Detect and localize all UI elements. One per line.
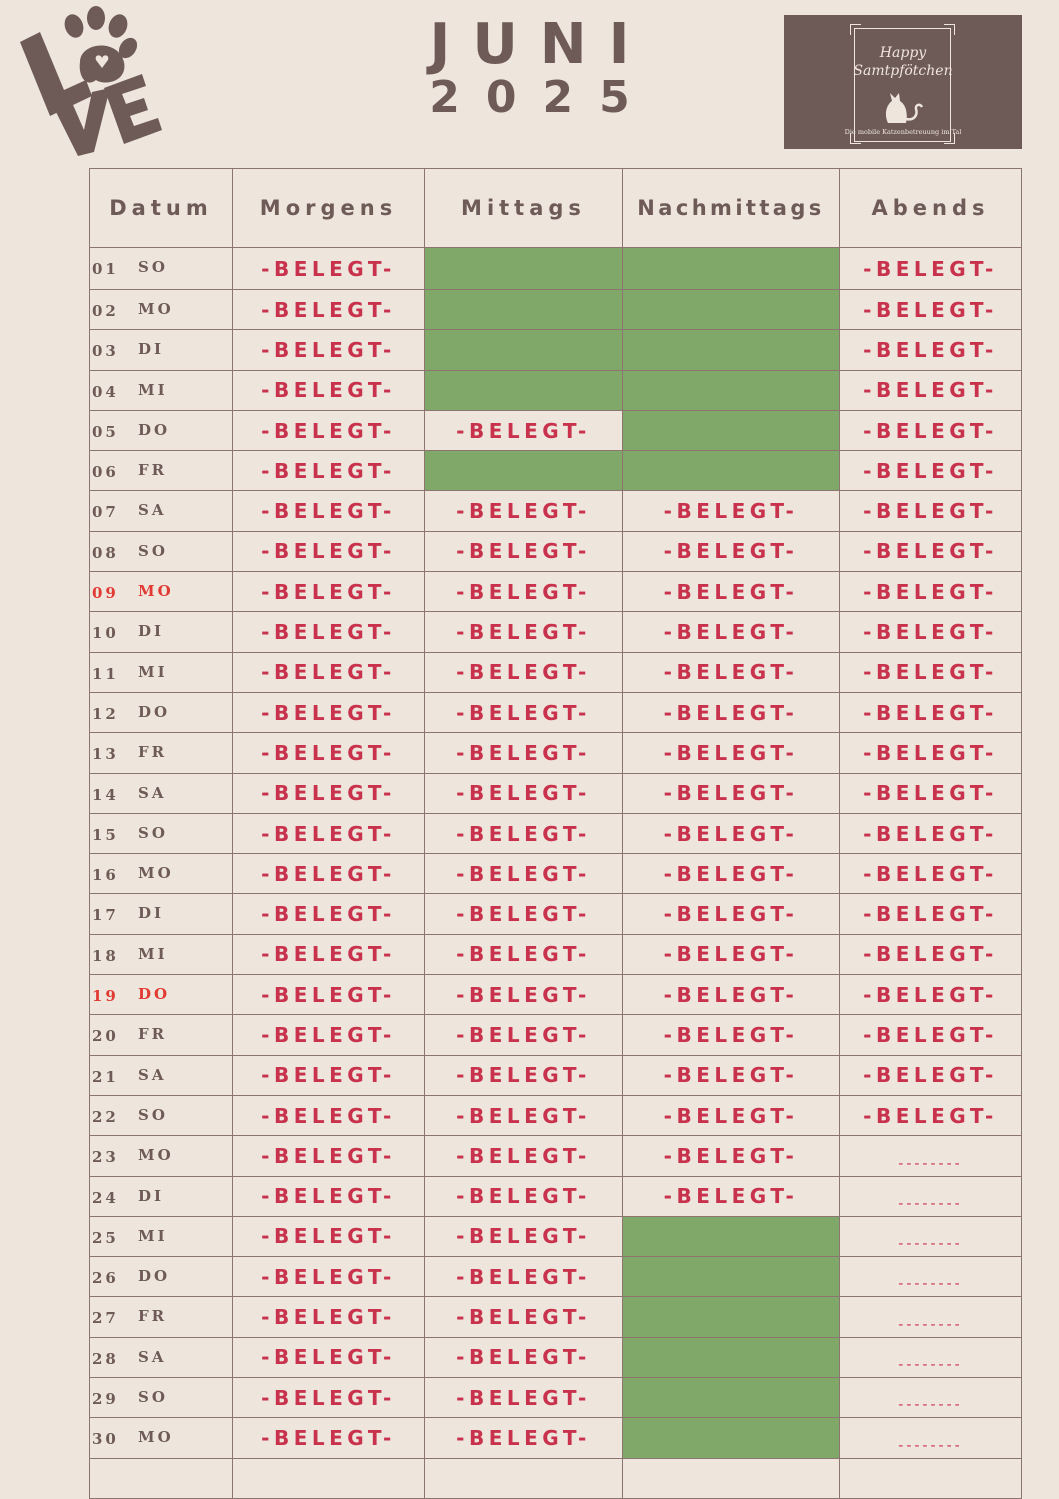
date-cell [90, 1176, 233, 1216]
slot-booked-nachmittags: -BELEGT- [623, 531, 840, 571]
slot-booked-nachmittags: -BELEGT- [623, 1176, 840, 1216]
slot-booked-mittags: -BELEGT- [425, 692, 623, 732]
weekday: MO [138, 1146, 174, 1165]
slot-booked-abends: -BELEGT- [840, 248, 1022, 290]
weekday: DO [138, 420, 171, 439]
weekday: DI [138, 622, 165, 641]
slot-booked-morgens: -BELEGT- [233, 491, 425, 531]
date-number: 07 [92, 503, 119, 522]
slot-booked-nachmittags: -BELEGT- [623, 612, 840, 652]
slot-free-mittags [425, 290, 623, 330]
column-header-mittags: Mittags [425, 169, 623, 248]
date-number: 02 [92, 302, 119, 320]
table-row [90, 491, 1022, 531]
weekday: DI [138, 1186, 165, 1205]
date-number: 03 [92, 342, 119, 361]
weekday: SO [138, 1388, 168, 1407]
date-number: 21 [92, 1067, 119, 1086]
booking-calendar-table [89, 168, 1022, 1499]
table-row [90, 531, 1022, 571]
slot-booked-abends: -BELEGT- [840, 531, 1022, 571]
logo-title-line1: Happy [879, 45, 927, 61]
slot-booked-morgens: -BELEGT- [233, 290, 425, 330]
slot-booked-nachmittags: -BELEGT- [623, 1055, 840, 1095]
date-number: 13 [92, 745, 119, 764]
slot-free-mittags [425, 330, 623, 370]
weekday: DI [138, 340, 165, 359]
table-row [90, 572, 1022, 612]
date-number: 09 [92, 584, 119, 603]
slot-booked-mittags: -BELEGT- [425, 733, 623, 773]
slot-booked-abends: -BELEGT- [840, 290, 1022, 330]
slot-open-abends: -------- [840, 1337, 1022, 1377]
happy-samtpfoetchen-logo [784, 15, 1022, 149]
slot-free-nachmittags [623, 1257, 840, 1297]
date-number: 16 [92, 866, 119, 885]
date-number: 26 [92, 1269, 119, 1288]
weekday: SO [138, 1105, 168, 1124]
date-number: 25 [92, 1228, 119, 1247]
weekday: MO [138, 1428, 174, 1447]
date-cell [90, 1015, 233, 1055]
date-number: 15 [92, 825, 119, 844]
table-row [90, 1216, 1022, 1256]
date-cell [90, 854, 233, 894]
slot-booked-morgens: -BELEGT- [233, 773, 425, 813]
slot-booked-morgens: -BELEGT- [233, 1297, 425, 1337]
slot-open-abends: -------- [840, 1216, 1022, 1256]
slot-booked-nachmittags: -BELEGT- [623, 813, 840, 853]
slot-booked-nachmittags: -BELEGT- [623, 491, 840, 531]
slot-booked-mittags: -BELEGT- [425, 773, 623, 813]
slot-booked-abends: -BELEGT- [840, 894, 1022, 934]
slot-free-nachmittags [623, 370, 840, 410]
slot-booked-mittags: -BELEGT- [425, 894, 623, 934]
empty-cell [233, 1458, 425, 1498]
date-cell [90, 248, 233, 290]
weekday: SA [138, 783, 167, 802]
table-row [90, 248, 1022, 290]
slot-booked-morgens: -BELEGT- [233, 1176, 425, 1216]
slot-booked-morgens: -BELEGT- [233, 1015, 425, 1055]
slot-free-nachmittags [623, 1216, 840, 1256]
slot-free-nachmittags [623, 1337, 840, 1377]
date-number: 10 [92, 624, 119, 643]
date-number: 19 [92, 987, 119, 1006]
date-number: 28 [92, 1349, 119, 1368]
slot-booked-morgens: -BELEGT- [233, 330, 425, 370]
date-cell [90, 813, 233, 853]
weekday: MO [138, 582, 174, 601]
weekday: DI [138, 904, 165, 923]
table-header-row [90, 169, 1022, 248]
date-number: 11 [92, 664, 119, 683]
empty-cell [623, 1458, 840, 1498]
date-cell [90, 1136, 233, 1176]
date-cell [90, 1378, 233, 1418]
slot-free-nachmittags [623, 1418, 840, 1458]
slot-booked-morgens: -BELEGT- [233, 894, 425, 934]
slot-booked-abends: -BELEGT- [840, 572, 1022, 612]
slot-booked-morgens: -BELEGT- [233, 1378, 425, 1418]
table-row-empty [90, 1458, 1022, 1498]
date-number: 14 [92, 785, 119, 804]
slot-booked-abends: -BELEGT- [840, 1015, 1022, 1055]
slot-booked-mittags: -BELEGT- [425, 1055, 623, 1095]
weekday: DO [138, 1267, 171, 1286]
slot-open-abends: -------- [840, 1297, 1022, 1337]
slot-booked-mittags: -BELEGT- [425, 1216, 623, 1256]
slot-booked-abends: -BELEGT- [840, 1095, 1022, 1135]
table-row [90, 1015, 1022, 1055]
slot-booked-mittags: -BELEGT- [425, 531, 623, 571]
weekday: MO [138, 864, 174, 883]
date-number: 08 [92, 543, 119, 562]
date-number: 20 [92, 1027, 119, 1046]
slot-booked-morgens: -BELEGT- [233, 1216, 425, 1256]
date-cell [90, 1257, 233, 1297]
table-row [90, 1337, 1022, 1377]
table-row [90, 733, 1022, 773]
slot-free-nachmittags [623, 451, 840, 491]
weekday: MI [138, 662, 168, 681]
table-row [90, 1378, 1022, 1418]
table-row [90, 370, 1022, 410]
slot-booked-abends: -BELEGT- [840, 451, 1022, 491]
slot-booked-mittags: -BELEGT- [425, 1257, 623, 1297]
slot-booked-morgens: -BELEGT- [233, 692, 425, 732]
column-header-nachmittags: Nachmittags [623, 169, 840, 248]
date-cell [90, 894, 233, 934]
slot-booked-nachmittags: -BELEGT- [623, 894, 840, 934]
slot-free-mittags [425, 451, 623, 491]
table-row [90, 975, 1022, 1015]
date-number: 30 [92, 1430, 119, 1449]
slot-booked-abends: -BELEGT- [840, 330, 1022, 370]
weekday: SO [138, 823, 168, 842]
slot-booked-abends: -BELEGT- [840, 652, 1022, 692]
slot-booked-morgens: -BELEGT- [233, 813, 425, 853]
date-cell [90, 733, 233, 773]
table-row [90, 854, 1022, 894]
slot-booked-abends: -BELEGT- [840, 370, 1022, 410]
slot-booked-morgens: -BELEGT- [233, 1095, 425, 1135]
slot-booked-mittags: -BELEGT- [425, 1378, 623, 1418]
cat-icon [880, 85, 926, 125]
year-title: 2025 [429, 72, 656, 123]
slot-booked-nachmittags: -BELEGT- [623, 1095, 840, 1135]
empty-cell [90, 1458, 233, 1498]
slot-booked-abends: -BELEGT- [840, 773, 1022, 813]
slot-free-nachmittags [623, 1378, 840, 1418]
date-cell [90, 370, 233, 410]
slot-booked-morgens: -BELEGT- [233, 1418, 425, 1458]
slot-booked-mittags: -BELEGT- [425, 813, 623, 853]
date-number: 23 [92, 1148, 119, 1167]
date-cell [90, 1216, 233, 1256]
month-title: JUNI [429, 12, 652, 77]
slot-open-abends: -------- [840, 1378, 1022, 1418]
slot-open-abends: -------- [840, 1257, 1022, 1297]
weekday: MI [138, 944, 168, 963]
date-cell [90, 612, 233, 652]
weekday: DO [138, 702, 171, 721]
slot-booked-nachmittags: -BELEGT- [623, 773, 840, 813]
weekday: SA [138, 501, 167, 520]
weekday: DO [138, 985, 171, 1004]
slot-booked-abends: -BELEGT- [840, 934, 1022, 974]
weekday: SA [138, 1347, 167, 1366]
slot-booked-morgens: -BELEGT- [233, 975, 425, 1015]
slot-booked-mittags: -BELEGT- [425, 652, 623, 692]
table-row [90, 894, 1022, 934]
slot-booked-morgens: -BELEGT- [233, 451, 425, 491]
date-cell [90, 1055, 233, 1095]
date-cell [90, 652, 233, 692]
slot-booked-nachmittags: -BELEGT- [623, 572, 840, 612]
date-number: 12 [92, 704, 119, 723]
slot-booked-mittags: -BELEGT- [425, 1176, 623, 1216]
table-row [90, 1136, 1022, 1176]
slot-free-mittags [425, 370, 623, 410]
date-cell [90, 773, 233, 813]
date-cell [90, 491, 233, 531]
slot-free-nachmittags [623, 290, 840, 330]
column-header-morgens: Morgens [233, 169, 425, 248]
logo-tagline: Die mobile Katzenbetreuung im Tal [844, 128, 962, 136]
table-row [90, 1095, 1022, 1135]
slot-booked-morgens: -BELEGT- [233, 854, 425, 894]
table-row [90, 612, 1022, 652]
weekday: FR [138, 461, 168, 480]
table-row [90, 773, 1022, 813]
date-cell [90, 1418, 233, 1458]
table-row [90, 1257, 1022, 1297]
slot-booked-morgens: -BELEGT- [233, 531, 425, 571]
slot-booked-mittags: -BELEGT- [425, 1337, 623, 1377]
table-row [90, 692, 1022, 732]
slot-free-nachmittags [623, 330, 840, 370]
slot-booked-nachmittags: -BELEGT- [623, 652, 840, 692]
slot-open-abends: -------- [840, 1136, 1022, 1176]
empty-cell [425, 1458, 623, 1498]
date-number: 22 [92, 1107, 119, 1126]
slot-open-abends: -------- [840, 1418, 1022, 1458]
date-cell [90, 1095, 233, 1135]
date-number: 06 [92, 463, 119, 482]
weekday: MI [138, 380, 168, 399]
date-cell [90, 572, 233, 612]
slot-booked-abends: -BELEGT- [840, 854, 1022, 894]
empty-cell [840, 1458, 1022, 1498]
weekday: FR [138, 743, 168, 762]
table-row [90, 1297, 1022, 1337]
slot-booked-abends: -BELEGT- [840, 612, 1022, 652]
slot-booked-morgens: -BELEGT- [233, 572, 425, 612]
slot-booked-nachmittags: -BELEGT- [623, 1015, 840, 1055]
slot-booked-mittags: -BELEGT- [425, 1418, 623, 1458]
date-number: 18 [92, 946, 119, 965]
slot-booked-mittags: -BELEGT- [425, 854, 623, 894]
weekday: SA [138, 1065, 167, 1084]
slot-booked-morgens: -BELEGT- [233, 652, 425, 692]
slot-booked-mittags: -BELEGT- [425, 612, 623, 652]
weekday: MI [138, 1226, 168, 1245]
weekday: FR [138, 1025, 168, 1044]
date-cell [90, 531, 233, 571]
table-row [90, 451, 1022, 491]
slot-booked-mittags: -BELEGT- [425, 1015, 623, 1055]
date-number: 01 [92, 260, 119, 278]
date-cell [90, 1337, 233, 1377]
slot-booked-morgens: -BELEGT- [233, 934, 425, 974]
date-number: 27 [92, 1309, 119, 1328]
slot-booked-abends: -BELEGT- [840, 491, 1022, 531]
date-cell [90, 975, 233, 1015]
slot-booked-nachmittags: -BELEGT- [623, 975, 840, 1015]
slot-booked-mittags: -BELEGT- [425, 410, 623, 450]
slot-booked-morgens: -BELEGT- [233, 612, 425, 652]
date-cell [90, 451, 233, 491]
date-number: 17 [92, 906, 119, 925]
slot-booked-morgens: -BELEGT- [233, 410, 425, 450]
weekday: FR [138, 1307, 168, 1326]
slot-booked-morgens: -BELEGT- [233, 248, 425, 290]
column-header-datum: Datum [90, 169, 233, 248]
slot-booked-mittags: -BELEGT- [425, 975, 623, 1015]
slot-booked-morgens: -BELEGT- [233, 1337, 425, 1377]
slot-booked-mittags: -BELEGT- [425, 1095, 623, 1135]
date-cell [90, 330, 233, 370]
slot-booked-morgens: -BELEGT- [233, 1136, 425, 1176]
slot-booked-mittags: -BELEGT- [425, 1136, 623, 1176]
slot-booked-morgens: -BELEGT- [233, 733, 425, 773]
slot-free-nachmittags [623, 248, 840, 290]
date-cell [90, 934, 233, 974]
slot-booked-nachmittags: -BELEGT- [623, 934, 840, 974]
slot-booked-abends: -BELEGT- [840, 410, 1022, 450]
slot-free-mittags [425, 248, 623, 290]
slot-booked-morgens: -BELEGT- [233, 370, 425, 410]
logo-corner-decoration [850, 24, 861, 35]
table-row [90, 813, 1022, 853]
logo-title-line2: Samtpfötchen [853, 63, 953, 79]
table-row [90, 1418, 1022, 1458]
column-header-abends: Abends [840, 169, 1022, 248]
table-row [90, 410, 1022, 450]
slot-booked-nachmittags: -BELEGT- [623, 854, 840, 894]
slot-free-nachmittags [623, 410, 840, 450]
slot-booked-mittags: -BELEGT- [425, 491, 623, 531]
weekday: SO [138, 541, 168, 560]
date-cell [90, 290, 233, 330]
date-cell [90, 692, 233, 732]
table-row [90, 652, 1022, 692]
table-row [90, 290, 1022, 330]
date-cell [90, 1297, 233, 1337]
table-row [90, 1055, 1022, 1095]
slot-booked-morgens: -BELEGT- [233, 1257, 425, 1297]
weekday: SO [138, 258, 168, 276]
slot-booked-mittags: -BELEGT- [425, 934, 623, 974]
date-cell [90, 410, 233, 450]
slot-booked-morgens: -BELEGT- [233, 1055, 425, 1095]
date-number: 29 [92, 1390, 119, 1409]
logo-corner-decoration [944, 24, 955, 35]
slot-free-nachmittags [623, 1297, 840, 1337]
slot-booked-nachmittags: -BELEGT- [623, 1136, 840, 1176]
table-row [90, 934, 1022, 974]
slot-booked-abends: -BELEGT- [840, 813, 1022, 853]
slot-booked-nachmittags: -BELEGT- [623, 692, 840, 732]
slot-booked-abends: -BELEGT- [840, 975, 1022, 1015]
slot-booked-abends: -BELEGT- [840, 692, 1022, 732]
slot-open-abends: -------- [840, 1176, 1022, 1216]
date-number: 05 [92, 422, 119, 441]
date-number: 04 [92, 382, 119, 401]
table-row [90, 1176, 1022, 1216]
slot-booked-abends: -BELEGT- [840, 1055, 1022, 1095]
weekday: MO [138, 300, 174, 318]
slot-booked-mittags: -BELEGT- [425, 1297, 623, 1337]
slot-booked-nachmittags: -BELEGT- [623, 733, 840, 773]
table-row [90, 330, 1022, 370]
date-number: 24 [92, 1188, 119, 1207]
slot-booked-mittags: -BELEGT- [425, 572, 623, 612]
slot-booked-abends: -BELEGT- [840, 733, 1022, 773]
